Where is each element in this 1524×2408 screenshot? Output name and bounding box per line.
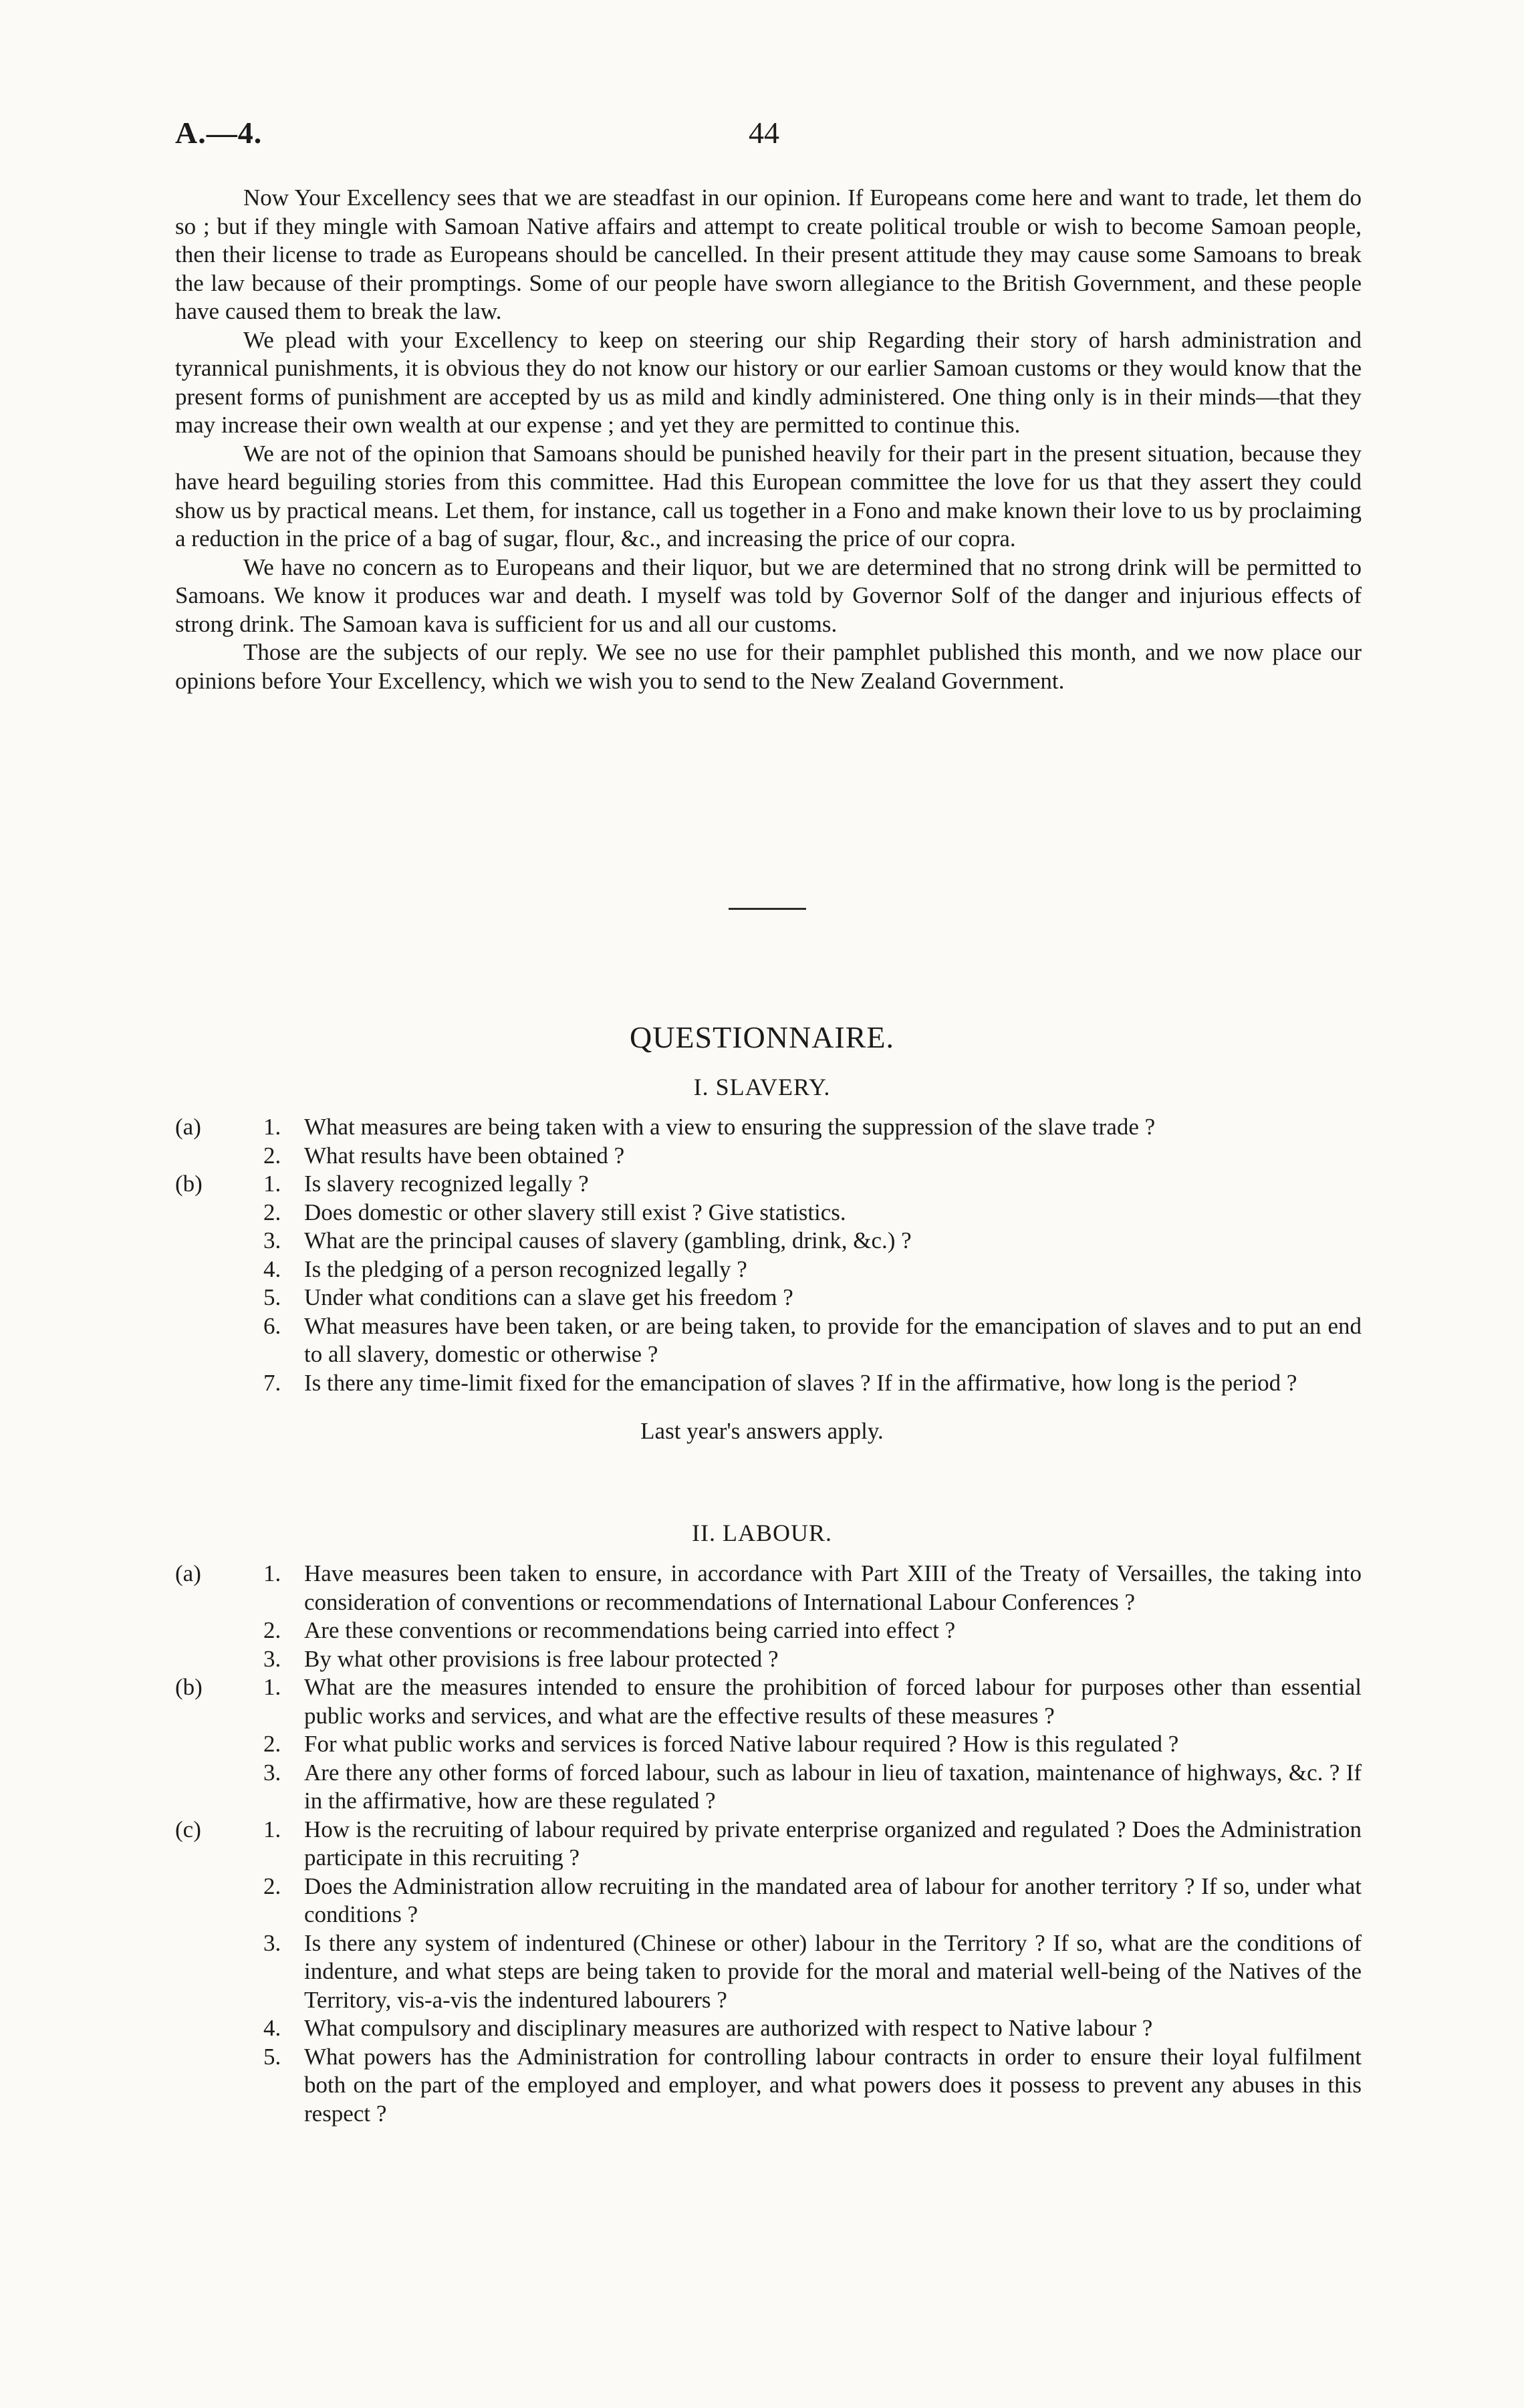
letter-body (175, 184, 1362, 695)
question-item (175, 1227, 1362, 1255)
question-item (175, 1730, 1362, 1759)
question-text: What powers has the Administration for controlling labour contracts in order to ensure their loyal fulfilment both on the part of the employed and employer, and what powers does it possess to prevent any abuses in this respect ? (304, 2043, 1362, 2127)
question-item (175, 1170, 1362, 1199)
question-number: 3. (263, 1759, 281, 1786)
question-number: 7. (263, 1369, 281, 1396)
question-number: 5. (263, 1284, 281, 1310)
question-item (175, 1284, 1362, 1312)
labour-question-list (175, 1560, 1362, 2128)
question-text: Does the Administration allow recruiting in the mandated area of labour for another territory ? If so, under what conditions ? (304, 1873, 1362, 1927)
question-number: 3. (263, 1227, 281, 1253)
paragraph: Those are the subjects of our reply. We see no use for their pamphlet published this month, and we now place our opinions before Your Excellency, which we wish you to send to the New Zealand Government. (175, 639, 1362, 694)
questionnaire-title: QUESTIONNAIRE. (629, 1020, 894, 1054)
question-text: What measures are being taken with a view to ensuring the suppression of the slave trade ? (304, 1114, 1156, 1140)
question-item (175, 1255, 1362, 1284)
question-number: 2. (263, 1199, 281, 1225)
question-item (175, 1369, 1362, 1398)
question-text: Is slavery recognized legally ? (304, 1171, 589, 1197)
question-text: Is there any time-limit fixed for the emancipation of slaves ? If in the affirmative, how long is the period ? (304, 1369, 1297, 1396)
slavery-question-list (175, 1113, 1362, 1397)
question-number: 2. (263, 1617, 281, 1643)
question-text: Is there any system of indentured (Chinese or other) labour in the Territory ? If so, what are the conditions of indenture, and what steps are being taken to provide for the moral and material well-being of the Natives of the Territory, vis-a-vis the indentured labourers ? (304, 1929, 1362, 2013)
question-number: 2. (263, 1873, 281, 1899)
question-item (175, 1759, 1362, 1816)
question-text: Under what conditions can a slave get his freedom ? (304, 1284, 793, 1310)
question-group: (b) (175, 1171, 203, 1197)
question-item (175, 2043, 1362, 2129)
question-text: What measures have been taken, or are being taken, to provide for the emancipation of slaves and to put an end to all slavery, domestic or otherwise ? (304, 1312, 1362, 1367)
paragraph: We are not of the opinion that Samoans should be punished heavily for their part in the present situation, because they have heard beguiling stories from this committee. Had this European committee the love for us that they assert they could show us by practical means. Let them, for instance, call us together in a Fono and make known their love to us by proclaiming a reduction in the price of a bag of sugar, flour, &c., and increasing the price of our copra. (175, 440, 1362, 552)
question-text: How is the recruiting of labour required by private enterprise organized and regulated ? Does the Administration participate in this recruiting ? (304, 1816, 1362, 1871)
paragraph: We plead with your Excellency to keep on steering our ship Regarding their story of harsh administration and tyrannical punishments, it is obvious they do not know our history or our earlier Samoan customs or they would know that the present forms of punishment are accepted by us as mild and kindly administered. One thing only is in their minds—that they may increase their own wealth at our expense ; and yet they are permitted to continue this. (175, 326, 1362, 438)
question-item (175, 1312, 1362, 1369)
question-text: Have measures been taken to ensure, in accordance with Part XIII of the Treaty of Versailles, the taking into consideration of conventions or recommendations of International Labour Conferences ? (304, 1560, 1362, 1615)
question-group: (a) (175, 1114, 201, 1140)
question-number: 3. (263, 1929, 281, 1956)
paragraph: Now Your Excellency sees that we are steadfast in our opinion. If Europeans come here and want to trade, let them do so ; but if they mingle with Samoan Native affairs and attempt to create political trouble or wish to become Samoan people, then their license to trade as Europeans should be cancelled. In their present attitude they may cause some Samoans to break the law because of their promptings. Some of our people have sworn allegiance to the British Government, and these people have caused them to break the law. (175, 185, 1362, 324)
question-number: 1. (263, 1560, 281, 1586)
section-title-labour: II. LABOUR. (692, 1520, 832, 1546)
question-item (175, 1113, 1362, 1142)
section-title-slavery: I. SLAVERY. (693, 1074, 831, 1100)
question-item (175, 1616, 1362, 1645)
question-group: (a) (175, 1560, 201, 1586)
question-number: 5. (263, 2043, 281, 2070)
question-text: Are these conventions or recommendations being carried into effect ? (304, 1617, 956, 1643)
question-text: Are there any other forms of forced labour, such as labour in lieu of taxation, maintenance of highways, &c. ? If in the affirmative, how are these regulated ? (304, 1759, 1362, 1814)
question-number: 6. (263, 1312, 281, 1339)
question-item (175, 1560, 1362, 1616)
question-group: (b) (175, 1674, 203, 1700)
question-number: 1. (263, 1816, 281, 1842)
question-item (175, 1142, 1362, 1171)
question-number: 4. (263, 2015, 281, 2041)
document-reference: A.—4. (175, 116, 263, 150)
question-item (175, 1673, 1362, 1730)
question-text: What results have been obtained ? (304, 1142, 625, 1169)
question-item (175, 1929, 1362, 2015)
question-text: Is the pledging of a person recognized legally ? (304, 1255, 747, 1282)
question-number: 4. (263, 1255, 281, 1282)
question-number: 1. (263, 1171, 281, 1197)
paragraph: We have no concern as to Europeans and their liquor, but we are determined that no strong drink will be permitted to Samoans. We know it produces war and death. I myself was told by Governor Solf of the danger and injurious effects of strong drink. The Samoan kava is sufficient for us and all our customs. (175, 554, 1362, 637)
question-text: What are the principal causes of slavery (gambling, drink, &c.) ? (304, 1227, 912, 1253)
question-number: 1. (263, 1674, 281, 1700)
question-group: (c) (175, 1816, 201, 1842)
question-text: By what other provisions is free labour protected ? (304, 1645, 779, 1672)
question-number: 3. (263, 1645, 281, 1672)
question-item (175, 2014, 1362, 2043)
question-item (175, 1816, 1362, 1873)
question-number: 2. (263, 1142, 281, 1169)
question-item (175, 1873, 1362, 1929)
question-number: 2. (263, 1731, 281, 1757)
question-text: What are the measures intended to ensure the prohibition of forced labour for purposes other than essential public works and services, and what are the effective results of these measures ? (304, 1674, 1362, 1729)
question-item (175, 1199, 1362, 1227)
question-text: Does domestic or other slavery still exist ? Give statistics. (304, 1199, 846, 1225)
page-number: 44 (749, 116, 779, 150)
question-item (175, 1645, 1362, 1674)
section-divider (729, 908, 806, 910)
question-number: 1. (263, 1114, 281, 1140)
question-text: What compulsory and disciplinary measures are authorized with respect to Native labour ? (304, 2015, 1153, 2041)
question-text: For what public works and services is forced Native labour required ? How is this regulated ? (304, 1731, 1179, 1757)
slavery-answer: Last year's answers apply. (640, 1418, 884, 1444)
